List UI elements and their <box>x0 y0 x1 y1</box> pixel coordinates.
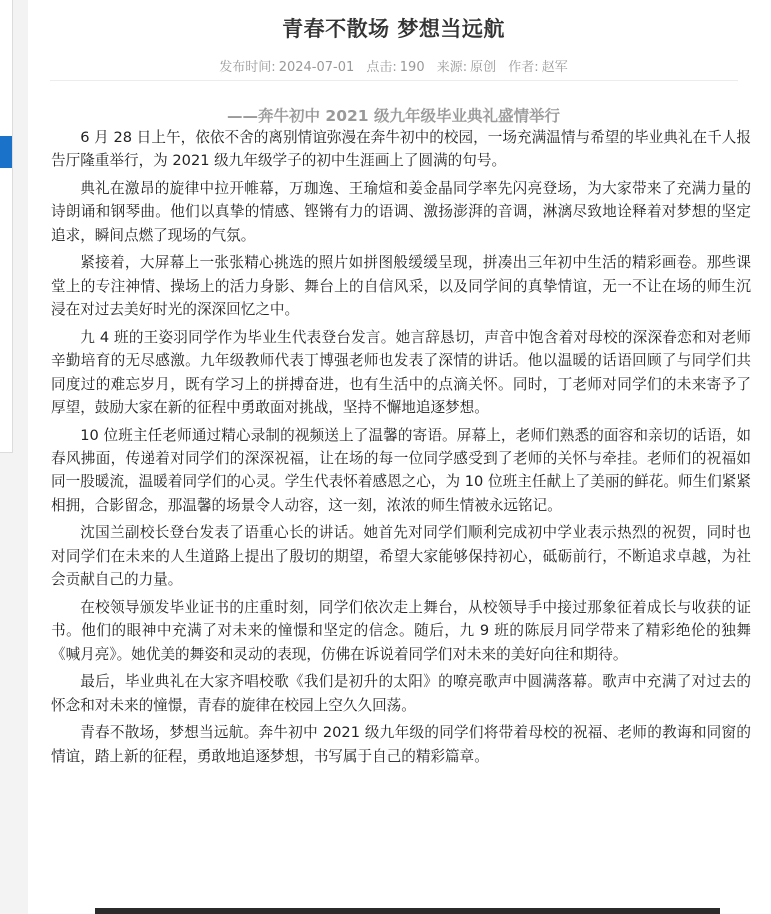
article-photo <box>95 908 720 914</box>
article-meta <box>28 56 759 75</box>
author-label: 作者: <box>508 60 539 75</box>
paragraph: 青春不散场，梦想当远航。奔牛初中 2021 级九年级的同学们将带着母校的祝福、老师的教诲和同窗的情谊，踏上新的征程，勇敢地追逐梦想，书写属于自己的精彩篇章。 <box>51 724 751 765</box>
article-container <box>28 0 771 914</box>
paragraph: 10 位班主任老师通过精心录制的视频送上了温馨的寄语。屏幕上，老师们熟悉的面容和亲切的话语，如春风拂面，传递着对同学们的深深祝福，让在场的每一位同学感受到了老师的关怀与牵挂。老师们的祝福如同一股暖流，温暖着同学们的心灵。学生代表怀着感恩之心，为 10 位班主任献上了美丽的鲜花。师生们紧紧相拥，合影留念，那温馨的场景令人动容，这一刻，浓浓的师生情被永远铭记。 <box>51 426 751 514</box>
article-title: 青春不散场 梦想当远航 <box>282 17 505 41</box>
source <box>437 60 496 75</box>
article-body <box>51 126 751 772</box>
author <box>508 60 567 75</box>
author-value: 赵军 <box>541 60 568 75</box>
publish-time <box>219 60 354 75</box>
publish-value: 2024-07-01 <box>278 60 355 75</box>
paragraph: 紧接着，大屏幕上一张张精心挑选的照片如拼图般缓缓呈现，拼凑出三年初中生活的精彩画卷。那些课堂上的专注神情、操场上的活力身影、舞台上的自信风采，以及同学间的真挚情谊，无一不让在场的师生沉浸在对过去美好时光的深深回忆之中。 <box>51 254 751 319</box>
source-value: 原创 <box>470 60 497 75</box>
clicks-label: 点击: <box>366 60 397 75</box>
source-label: 来源: <box>436 60 468 75</box>
paragraph: 在校领导颁发毕业证书的庄重时刻，同学们依次走上舞台，从校领导手中接过那象征着成长与收获的证书。他们的眼神中充满了对未来的憧憬和坚定的信念。随后，九 9 班的陈辰月同学带来了精彩绝伦的独舞《喊月亮》。她优美的舞姿和灵动的表现，仿佛在诉说着同学们对未来的美好向往和期待。 <box>51 598 751 663</box>
side-tab[interactable] <box>0 136 12 168</box>
click-count <box>366 60 424 75</box>
left-side-panel <box>0 0 13 453</box>
meta-divider <box>50 80 738 81</box>
paragraph: 典礼在激昂的旋律中拉开帷幕，万珈逸、王瑜煊和姜金晶同学率先闪亮登场，为大家带来了充满力量的诗朗诵和钢琴曲。他们以真挚的情感、铿锵有力的语调、激扬澎湃的音调，淋漓尽致地诠释着对梦想的坚定追求，瞬间点燃了现场的气氛。 <box>51 180 751 244</box>
clicks-value: 190 <box>399 60 425 75</box>
paragraph: 沈国兰副校长登台发表了语重心长的讲话。她首先对同学们顺利完成初中学业表示热烈的祝贺，同时也对同学们在未来的人生道路上提出了殷切的期望，希望大家能够保持初心，砥砺前行，不断追求卓越，为社会贡献自己的力量。 <box>51 524 751 589</box>
publish-label: 发布时间: <box>219 60 276 75</box>
paragraph: 最后，毕业典礼在大家齐唱校歌《我们是初升的太阳》的嘹亮歌声中圆满落幕。歌声中充满了对过去的怀念和对未来的憧憬，青春的旋律在校园上空久久回荡。 <box>51 673 751 714</box>
article-subtitle: ——奔牛初中 2021 级九年级毕业典礼盛情举行 <box>227 107 560 125</box>
paragraph: 6 月 28 日上午，依依不舍的离别情谊弥漫在奔牛初中的校园，一场充满温情与希望的毕业典礼在千人报告厅隆重举行，为 2021 级九年级学子的初中生涯画上了圆满的句号。 <box>51 129 751 170</box>
paragraph: 九 4 班的王姿羽同学作为毕业生代表登台发言。她言辞恳切，声音中饱含着对母校的深深眷恋和对老师辛勤培育的无尽感激。九年级教师代表丁博强老师也发表了深情的讲话。他以温暖的话语回顾了与同学们共同度过的难忘岁月，既有学习上的拼搏奋进，也有生活中的点滴关怀。同时，丁老师对同学们的未来寄予了厚望，鼓励大家在新的征程中勇敢面对挑战，坚持不懈地追逐梦想。 <box>51 328 751 417</box>
